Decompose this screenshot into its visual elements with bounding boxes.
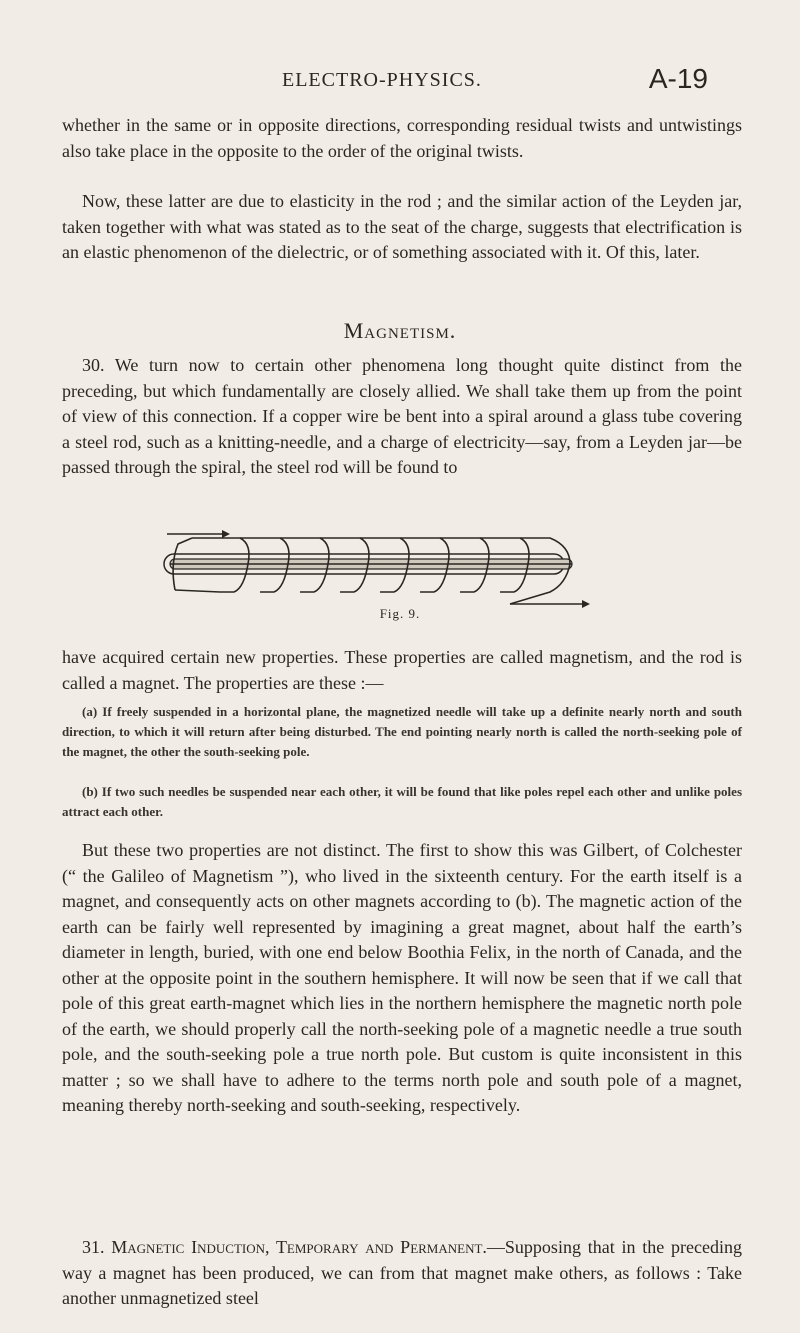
figure-caption: Fig. 9.	[379, 606, 421, 621]
spiral-coil-illustration	[130, 520, 630, 610]
paragraph-31-body: —Supposing that in the preceding way a magnet has been produced, we can from that magnet make others, as follows : Take another unmagnetized steel	[62, 1237, 743, 1308]
running-header	[282, 63, 708, 97]
paragraph-31-heading: 31. Magnetic Induction, Temporary and Permanent.	[82, 1237, 487, 1257]
page-number: A-19	[648, 63, 708, 94]
running-title: ELECTRO-PHYSICS.	[282, 69, 482, 91]
section-heading: Magnetism.	[343, 318, 457, 343]
paragraph-properties: have acquired certain new properties. These properties are called magnetism, and the rod is called a magnet. The properties are these :—	[62, 647, 742, 693]
note-a: (a) If freely suspended in a horizontal plane, the magnetized needle will take up a definite nearly north and south direction, to which it will return after being disturbed. The end pointing nearly north is called the north-seeking pole of the magnet, the other the south-seeking pole.	[62, 704, 742, 759]
figure-9-spiral-coil	[130, 520, 630, 610]
paragraph-elasticity: Now, these latter are due to elasticity in the rod ; and the similar action of the Leyden jar, taken together with what was stated as to the seat of the charge, suggests that electrification is an elastic phenomenon of the dielectric, or of something associated with it. Of this, later.	[62, 191, 742, 262]
paragraph-30: 30. We turn now to certain other phenomena long thought quite distinct from the preceding, but which fundamentally are closely allied. We shall take them up from the point of view of this connection. If a copper wire be bent into a spiral around a glass tube covering a steel rod, such as a knitting-needle, and a charge of electricity—say, from a Leyden jar—be passed through the spiral, the steel rod will be found to	[62, 355, 742, 477]
paragraph-gilbert: But these two properties are not distinct. The first to show this was Gilbert, of Colchester (“ the Galileo of Magnetism ”), who lived in the sixteenth century. For the earth itself is a magnet, and consequently acts on other magnets according to (b). The magnetic action of the earth can be fairly well represented by imagining a great magnet, about half the earth’s diameter in length, buried, with one end below Boothia Felix, in the north of Canada, and the other at the opposite point in the southern hemisphere. It will now be seen that if we call that pole of this great earth-magnet which lies in the northern hemisphere the magnetic north pole of the earth, we should properly call the north-seeking pole of a magnetic needle a true south pole, and the south-seeking pole a true north pole. But custom is quite inconsistent in this matter ; so we shall have to adhere to the terms north pole and south pole of a magnet, meaning thereby north-seeking and south-seeking, respectively.	[62, 840, 742, 1115]
note-b: (b) If two such needles be suspended near each other, it will be found that like poles repel each other and unlike poles attract each other.	[62, 784, 742, 819]
paragraph-31	[62, 1235, 742, 1312]
paragraph-continuation: whether in the same or in opposite directions, corresponding residual twists and untwistings also take place in the opposite to the order of the original twists.	[62, 115, 742, 161]
